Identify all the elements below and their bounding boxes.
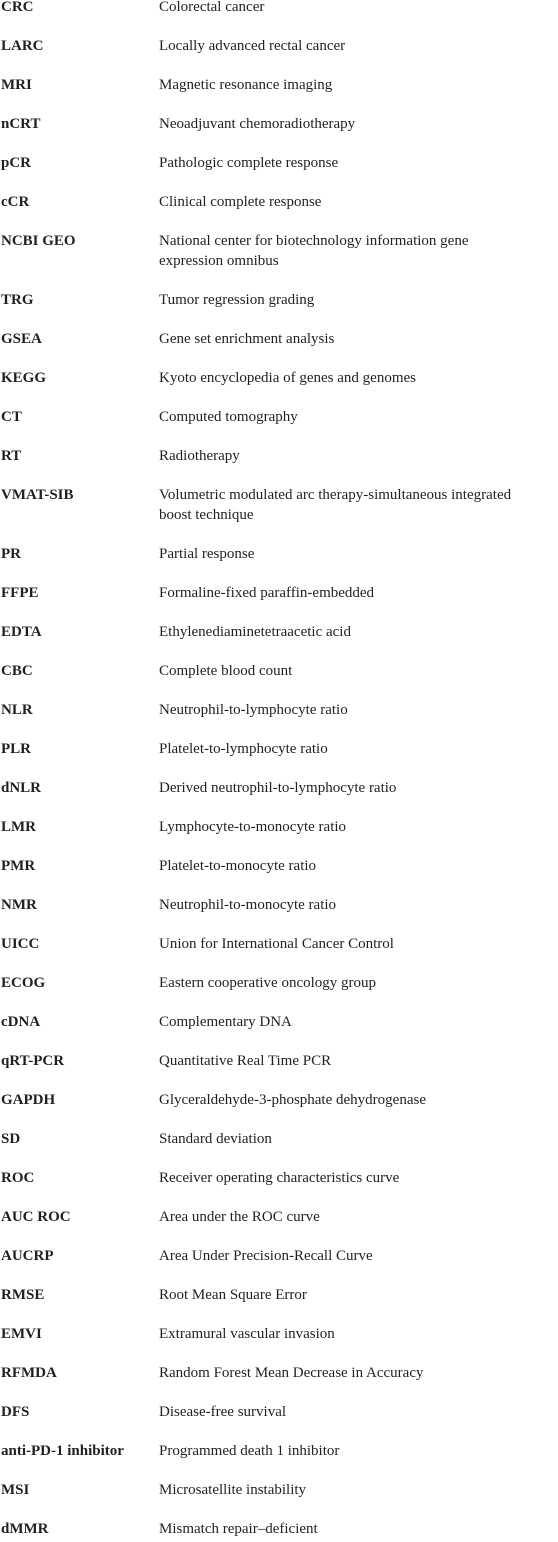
abbreviation-definition [159, 622, 558, 642]
definition-line: Gene set enrichment analysis [159, 331, 335, 347]
abbreviation-term: NLR [1, 702, 33, 718]
definition-line: Root Mean Square Error [159, 1287, 307, 1303]
abbreviation-term: EMVI [1, 1326, 42, 1342]
abbreviation-term: RFMDA [1, 1365, 57, 1381]
abbreviation-definition [159, 739, 558, 759]
definition-line: Neoadjuvant chemoradiotherapy [159, 116, 356, 132]
abbreviation-term: VMAT-SIB [1, 487, 74, 503]
abbreviation-definition [159, 856, 558, 876]
abbreviation-term: NCBI GEO [1, 233, 76, 249]
abbreviation-term: DFS [1, 1404, 30, 1420]
abbreviation-term: anti-PD-1 inhibitor [1, 1443, 124, 1459]
abbreviation-term: GSEA [1, 331, 42, 347]
abbreviation-term: dNLR [1, 780, 42, 796]
definition-line: Colorectal cancer [159, 0, 265, 15]
abbreviation-definition [159, 661, 558, 681]
definition-line: Clinical complete response [159, 194, 322, 210]
definition-line: Volumetric modulated arc therapy-simultaneous integrated [159, 487, 512, 503]
abbreviation-definition [159, 368, 558, 388]
abbreviation-definition [159, 192, 558, 212]
definition-line: Locally advanced rectal cancer [159, 38, 346, 54]
abbreviation-term: TRG [1, 292, 34, 308]
abbreviation-term: FFPE [1, 585, 39, 601]
abbreviation-definition [159, 1480, 558, 1500]
definition-line: Receiver operating characteristics curve [159, 1170, 400, 1186]
definition-line: Microsatellite instability [159, 1482, 307, 1498]
definition-line: Neutrophil-to-monocyte ratio [159, 897, 337, 913]
abbreviation-term: pCR [1, 155, 32, 171]
definition-line: Extramural vascular invasion [159, 1326, 335, 1342]
abbreviation-term: PMR [1, 858, 36, 874]
definition-line: Union for International Cancer Control [159, 936, 394, 952]
definition-line: Partial response [159, 546, 255, 562]
abbreviation-definition [159, 1207, 558, 1227]
definition-line: Standard deviation [159, 1131, 272, 1147]
definition-line: Complete blood count [159, 663, 293, 679]
abbreviation-term: dMMR [1, 1521, 49, 1537]
definition-line: Formaline-fixed paraffin-embedded [159, 585, 375, 601]
abbreviation-definition [159, 1012, 558, 1032]
definition-line: Disease-free survival [159, 1404, 287, 1420]
abbreviation-definition [159, 1168, 558, 1188]
abbreviation-definition [159, 1090, 558, 1110]
abbreviation-term: LARC [1, 38, 44, 54]
definition-line: boost technique [159, 507, 254, 523]
definition-line: Ethylenediaminetetraacetic acid [159, 624, 351, 640]
abbreviation-definition [159, 446, 558, 466]
definition-line: Radiotherapy [159, 448, 240, 464]
abbreviation-definition [159, 407, 558, 427]
abbreviation-definition [159, 1324, 558, 1344]
definition-line: Complementary DNA [159, 1014, 292, 1030]
abbreviation-term: RMSE [1, 1287, 45, 1303]
abbreviation-definition [159, 0, 558, 17]
abbreviation-term: ECOG [1, 975, 46, 991]
abbreviation-definition [159, 36, 558, 56]
abbreviation-definition [159, 1051, 558, 1071]
abbreviation-definition [159, 1441, 558, 1461]
abbreviation-term: AUCRP [1, 1248, 54, 1264]
abbreviation-term: KEGG [1, 370, 47, 386]
definition-line: Tumor regression grading [159, 292, 315, 308]
abbreviation-definition [159, 934, 558, 954]
abbreviation-definition [159, 700, 558, 720]
abbreviation-term: UICC [1, 936, 40, 952]
abbreviation-definition [159, 114, 558, 134]
abbreviation-term: qRT-PCR [1, 1053, 65, 1069]
abbreviation-term: GAPDH [1, 1092, 56, 1108]
definition-line: expression omnibus [159, 253, 279, 269]
abbreviation-term: MSI [1, 1482, 30, 1498]
abbreviation-definition [159, 329, 558, 349]
abbreviation-term: CBC [1, 663, 33, 679]
abbreviation-definition [159, 231, 558, 271]
abbreviation-definition [159, 1363, 558, 1383]
definition-line: Programmed death 1 inhibitor [159, 1443, 340, 1459]
abbreviation-term: CRC [1, 0, 34, 15]
definition-line: Derived neutrophil-to-lymphocyte ratio [159, 780, 397, 796]
definition-line: Mismatch repair–deficient [159, 1521, 318, 1537]
definition-line: Magnetic resonance imaging [159, 77, 333, 93]
abbreviation-term: LMR [1, 819, 36, 835]
abbreviation-definition [159, 1129, 558, 1149]
abbreviation-definition [159, 895, 558, 915]
definition-line: Eastern cooperative oncology group [159, 975, 377, 991]
abbreviation-term: RT [1, 448, 22, 464]
definition-line: Pathologic complete response [159, 155, 339, 171]
abbreviation-term: PR [1, 546, 21, 562]
abbreviation-term: NMR [1, 897, 37, 913]
abbreviation-term: ROC [1, 1170, 35, 1186]
abbreviation-term: nCRT [1, 116, 41, 132]
abbreviation-definition [159, 1519, 558, 1539]
definition-line: National center for biotechnology information gene [159, 233, 469, 249]
abbreviation-definition [159, 75, 558, 95]
definition-line: Kyoto encyclopedia of genes and genomes [159, 370, 416, 386]
definition-line: Lymphocyte-to-monocyte ratio [159, 819, 347, 835]
abbreviation-term: EDTA [1, 624, 42, 640]
abbreviation-definition [159, 1246, 558, 1266]
definition-line: Glyceraldehyde-3-phosphate dehydrogenase [159, 1092, 426, 1108]
abbreviation-definition [159, 485, 558, 525]
definition-line: Quantitative Real Time PCR [159, 1053, 332, 1069]
abbreviation-definition [159, 817, 558, 837]
abbreviation-definition [159, 153, 558, 173]
abbreviation-term: AUC ROC [1, 1209, 71, 1225]
abbreviation-term: cCR [1, 194, 30, 210]
definition-line: Platelet-to-lymphocyte ratio [159, 741, 328, 757]
abbreviation-term: CT [1, 409, 22, 425]
definition-line: Random Forest Mean Decrease in Accuracy [159, 1365, 424, 1381]
abbreviation-definition [159, 544, 558, 564]
definition-line: Area Under Precision-Recall Curve [159, 1248, 373, 1264]
abbreviation-term: cDNA [1, 1014, 41, 1030]
abbreviation-term: PLR [1, 741, 31, 757]
abbreviation-definition [159, 290, 558, 310]
definition-line: Neutrophil-to-lymphocyte ratio [159, 702, 348, 718]
definition-line: Area under the ROC curve [159, 1209, 320, 1225]
abbreviation-definition [159, 973, 558, 993]
abbreviation-definition [159, 778, 558, 798]
abbreviation-definition [159, 1285, 558, 1305]
abbreviation-definition [159, 583, 558, 603]
definition-line: Computed tomography [159, 409, 298, 425]
abbreviation-term: MRI [1, 77, 32, 93]
abbreviation-term: SD [1, 1131, 21, 1147]
abbreviation-definition [159, 1402, 558, 1422]
definition-line: Platelet-to-monocyte ratio [159, 858, 317, 874]
